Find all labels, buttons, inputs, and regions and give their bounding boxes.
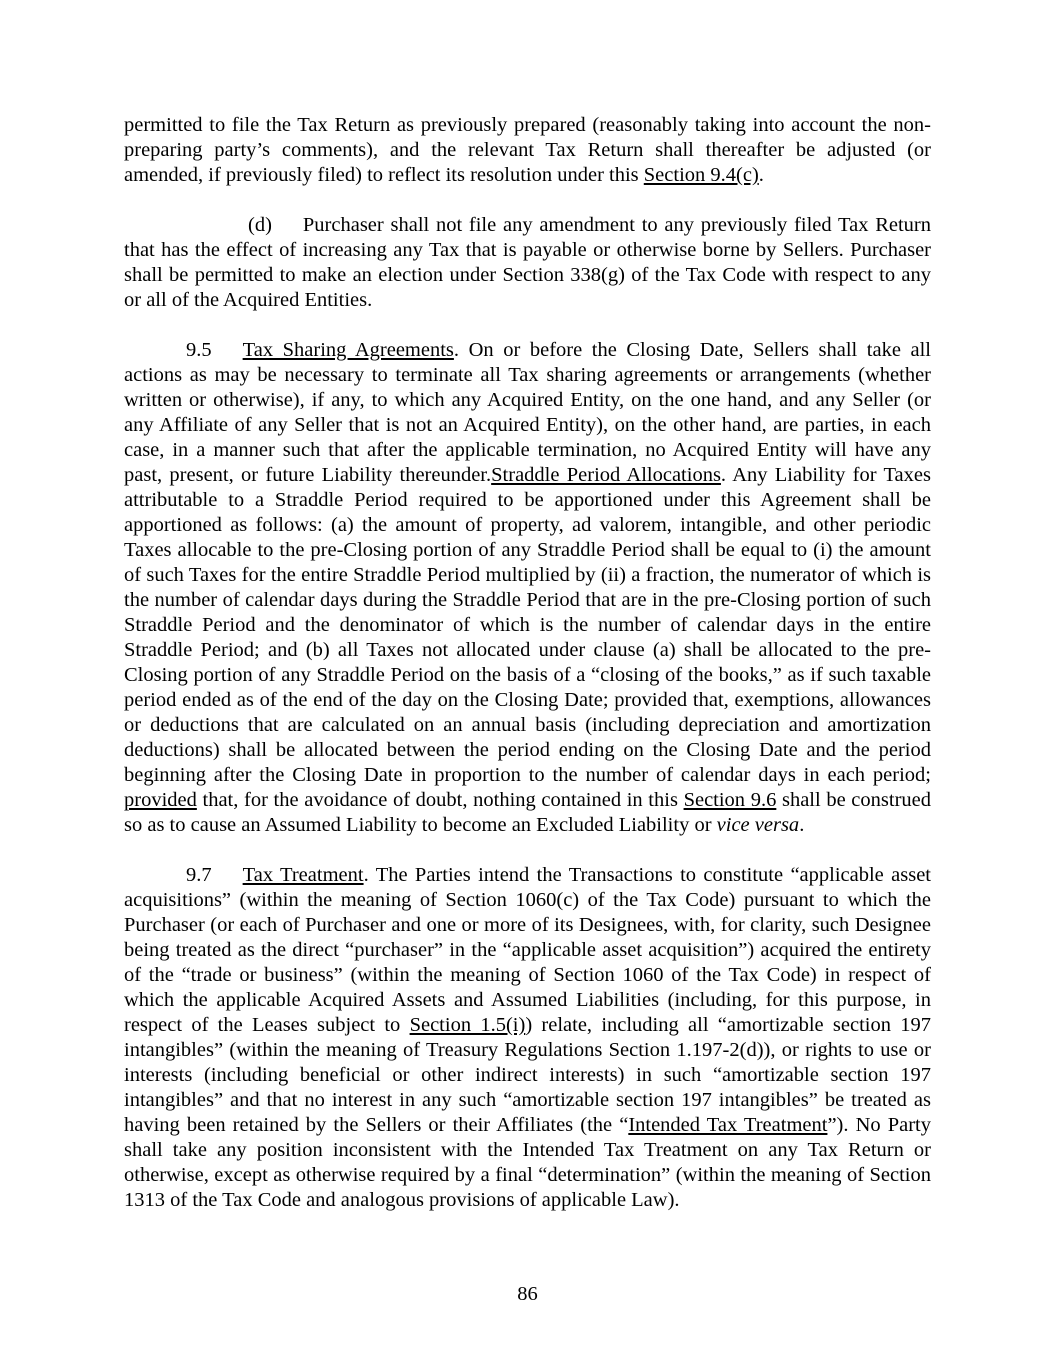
paragraph-9-4c-continuation [124, 113, 931, 188]
section-heading: Straddle Period Allocations [491, 464, 721, 486]
clause-label: (d) [248, 214, 272, 236]
section-number: 9.7 [186, 864, 212, 886]
section-number: 9.5 [186, 339, 212, 361]
text-run: . Any Liability for Taxes attributable to a Straddle Period required to be apportioned under this Agreement shall be apportioned as follows: (a) the amount of property, ad valorem, intangible, and other periodic Taxes allocable to the pre-Closing portion of any Straddle Period shall be equal to (i) the amount of such Taxes for the entire Straddle Period multiplied by (ii) a fraction, the numerator of which is the number of calendar days during the Straddle Period that are in the pre-Closing portion of such Straddle Period and the denominator of which is the number of calendar days in the entire Straddle Period; and (b) all Taxes not allocated under clause (a) shall be allocated to the pre-Closing portion of any Straddle Period on the basis of a “closing of the books,” as if such taxable period ended as of the end of the day on the Closing Date; provided that, exemptions, allowances or deductions that are calculated on an annual basis (including depreciation and amortization deductions) shall be allocated between the period ending on the Closing Date and the period beginning after the Closing Date in proportion to the number of calendar days in each period; [124, 464, 931, 786]
paragraph-9-7-tax-treatment [124, 863, 931, 1213]
defined-term: Intended Tax Treatment [628, 1114, 828, 1136]
section-heading: Tax Treatment [242, 864, 364, 886]
section-heading: Tax Sharing Agreements [242, 339, 454, 361]
page-number: 86 [517, 1283, 538, 1305]
latin-phrase: vice versa [716, 814, 800, 836]
text-run: that, for the avoidance of doubt, nothing contained in this [196, 789, 684, 811]
section-reference: Section 9.4(c) [643, 164, 759, 186]
section-reference: Section 1.5(i) [409, 1014, 526, 1036]
defined-term: provided [124, 789, 197, 811]
text-run: shall be construed so as to cause an Assumed Liability to become an Excluded Liability or [124, 789, 931, 836]
document-body [124, 113, 931, 1238]
text-run: permitted to file the Tax Return as previously prepared (reasonably taking into account the non-preparing party’s comments), and the relevant Tax Return shall thereafter be adjusted (or amended, if previously filed) to reflect its resolution under this [124, 114, 931, 186]
text-run: ”). No Party shall take any position inconsistent with the Intended Tax Treatment on any Tax Return or otherwise, except as otherwise required by a final “determination” (within the meaning of Section 1313 of the Tax Code and analogous provisions of applicable Law). [124, 1114, 932, 1211]
text-run: . [758, 164, 764, 186]
section-reference: Section 9.6 [683, 789, 777, 811]
paragraph-9-4d [124, 213, 931, 313]
text-run: ) relate, including all “amortizable section 197 intangibles” (within the meaning of Treasury Regulations Section 1.197-2(d)), or rights to use or interests (including beneficial or other indirect interests) in such “amortizable section 197 intangibles” and that no interest in any such “amortizable section 197 intangibles” be treated as having been retained by the Sellers or their Affiliates (the “ [124, 1014, 931, 1136]
text-run: . [799, 814, 805, 836]
text-run: Purchaser shall not file any amendment to any previously filed Tax Return that has the effect of increasing any Tax that is payable or otherwise borne by Sellers. Purchaser shall be permitted to make an election under Section 338(g) of the Tax Code with respect to any or all of the Acquired Entities. [124, 214, 931, 311]
paragraph-9-5-tax-sharing-agreements [124, 338, 931, 838]
text-run: . The Parties intend the Transactions to constitute “applicable asset acquisitions” (within the meaning of Section 1060(c) of the Tax Code) pursuant to which the Purchaser (or each of Purchaser and one or more of its Designees, with, for clarity, such Designee being treated as the direct “purchaser” in the “applicable asset acquisition”) acquired the entirety of the “trade or business” (within the meaning of Section 1060 of the Tax Code) in respect of which the applicable Acquired Assets and Assumed Liabilities (including, for this purpose, in respect of the Leases subject to [124, 864, 931, 1036]
text-run: . On or before the Closing Date, Sellers shall take all actions as may be necessary to terminate all Tax sharing agreements or arrangements (whether written or otherwise), if any, to which any Acquired Entity, on the one hand, and any Seller (or any Affiliate of any Seller that is not an Acquired Entity), on the other hand, are parties, in each case, in a manner such that after the applicable termination, no Acquired Entity will have any past, present, or future Liability thereunder. [124, 339, 931, 486]
